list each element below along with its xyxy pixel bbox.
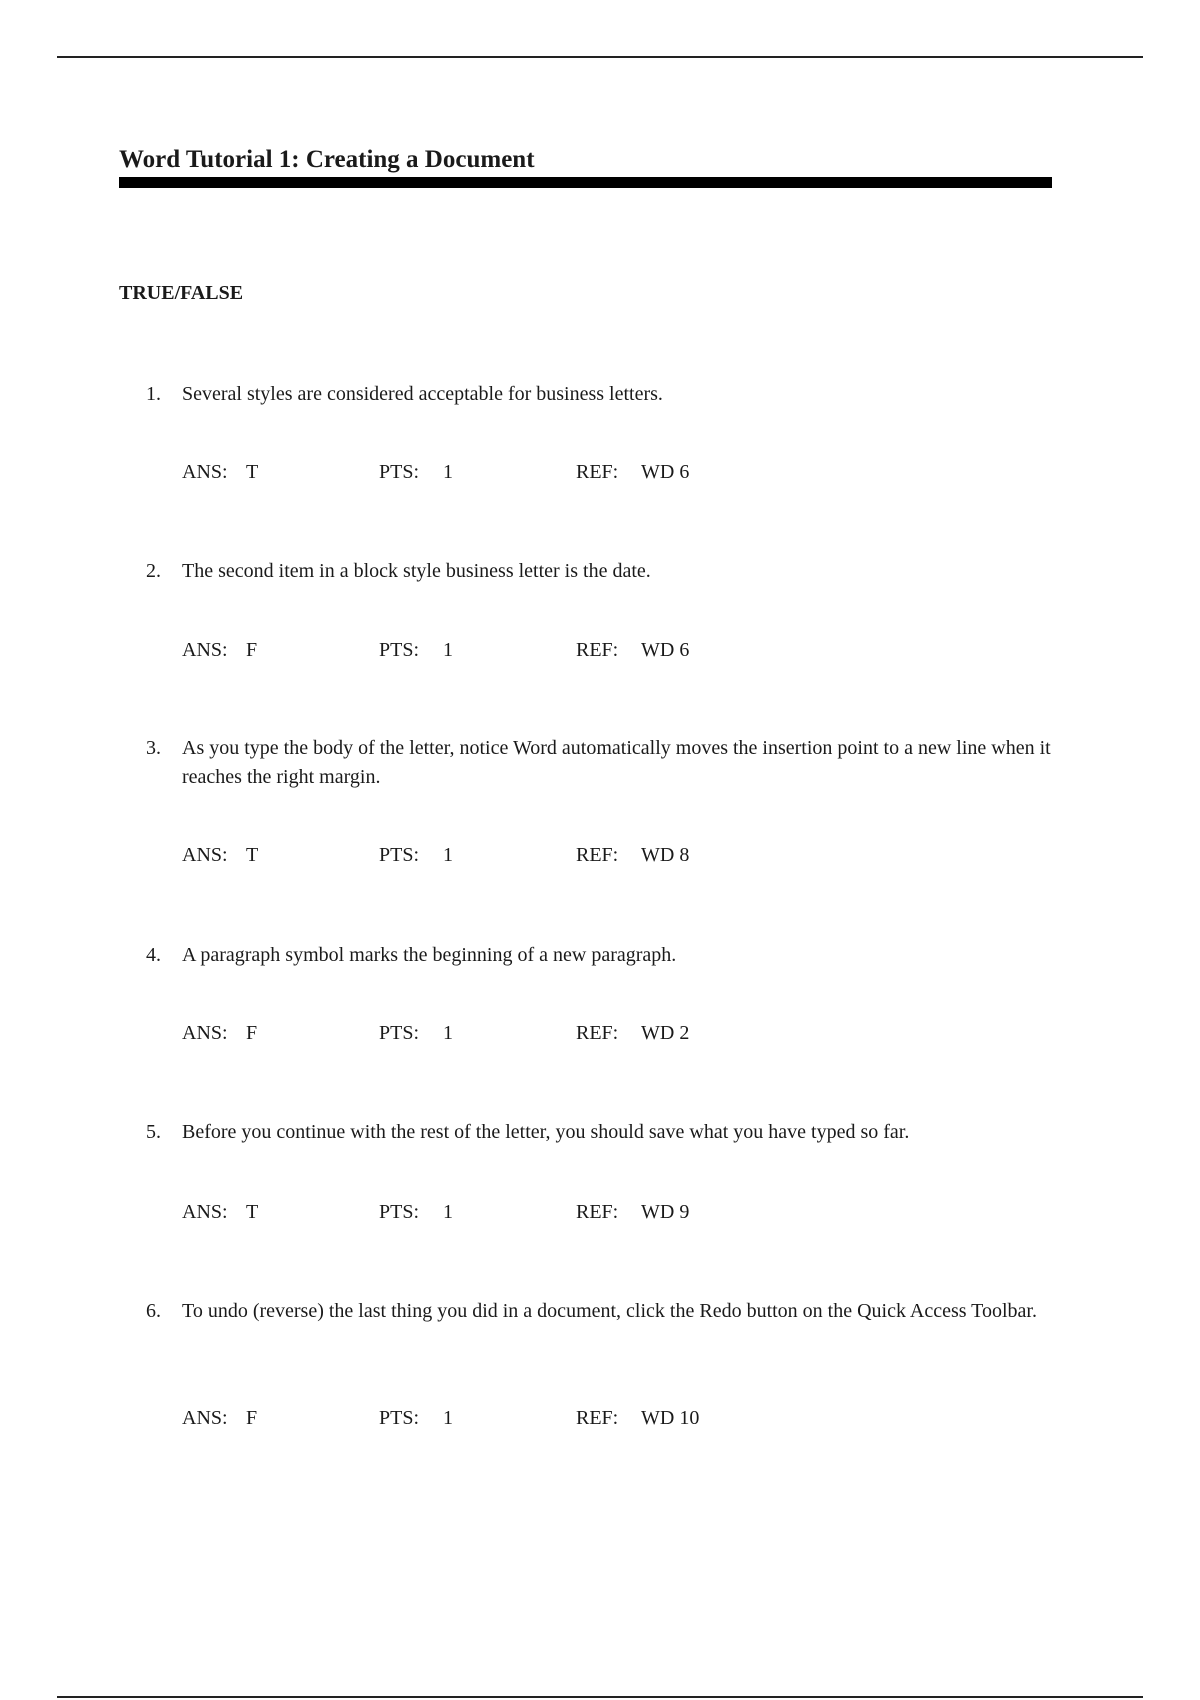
pts-label: PTS: <box>379 1201 420 1223</box>
question-text: The second item in a block style business letter is the date. <box>182 560 651 582</box>
question-number: 1. <box>146 383 161 405</box>
ans-label: ANS: <box>182 1201 228 1223</box>
page-title: Word Tutorial 1: Creating a Document <box>119 146 535 173</box>
ref-label: REF: <box>576 844 619 866</box>
question-number: 2. <box>146 560 161 582</box>
pts-value: 1 <box>443 461 453 483</box>
ref-value: WD 9 <box>641 1201 690 1223</box>
pts-label: PTS: <box>379 1022 420 1044</box>
footer-rule <box>57 1696 1143 1698</box>
pts-value: 1 <box>443 639 453 661</box>
question-number: 6. <box>146 1300 161 1322</box>
question-text: As you type the body of the letter, notice Word automatically moves the insertion point to a new line when it reaches the right margin. <box>182 737 1051 788</box>
ref-label: REF: <box>576 1022 619 1044</box>
ans-value: F <box>246 639 258 661</box>
pts-label: PTS: <box>379 844 420 866</box>
title-underline-bar <box>119 177 1052 188</box>
ref-label: REF: <box>576 1407 619 1429</box>
ans-label: ANS: <box>182 639 228 661</box>
ans-label: ANS: <box>182 1407 228 1429</box>
pts-label: PTS: <box>379 461 420 483</box>
ref-value: WD 6 <box>641 461 690 483</box>
pts-label: PTS: <box>379 639 420 661</box>
ans-label: ANS: <box>182 1022 228 1044</box>
ref-value: WD 10 <box>641 1407 700 1429</box>
ref-label: REF: <box>576 639 619 661</box>
ans-value: T <box>246 461 259 483</box>
ans-label: ANS: <box>182 461 228 483</box>
question-text: Before you continue with the rest of the letter, you should save what you have typed so far. <box>182 1121 910 1143</box>
ans-value: F <box>246 1407 258 1429</box>
question-text: To undo (reverse) the last thing you did in a document, click the Redo button on the Quick Access Toolbar. <box>182 1300 1037 1322</box>
ref-value: WD 8 <box>641 844 690 866</box>
ans-value: T <box>246 1201 259 1223</box>
header-rule <box>57 56 1143 58</box>
ref-label: REF: <box>576 461 619 483</box>
pts-value: 1 <box>443 1201 453 1223</box>
ans-value: T <box>246 844 259 866</box>
ans-label: ANS: <box>182 844 228 866</box>
question-number: 3. <box>146 737 161 759</box>
question-number: 4. <box>146 944 161 966</box>
question-number: 5. <box>146 1121 161 1143</box>
section-heading: TRUE/FALSE <box>119 282 244 304</box>
pts-value: 1 <box>443 1022 453 1044</box>
ref-label: REF: <box>576 1201 619 1223</box>
question-text: A paragraph symbol marks the beginning of a new paragraph. <box>182 944 677 966</box>
ref-value: WD 6 <box>641 639 690 661</box>
ref-value: WD 2 <box>641 1022 690 1044</box>
pts-value: 1 <box>443 1407 453 1429</box>
pts-value: 1 <box>443 844 453 866</box>
pts-label: PTS: <box>379 1407 420 1429</box>
ans-value: F <box>246 1022 258 1044</box>
question-text: Several styles are considered acceptable for business letters. <box>182 383 663 405</box>
